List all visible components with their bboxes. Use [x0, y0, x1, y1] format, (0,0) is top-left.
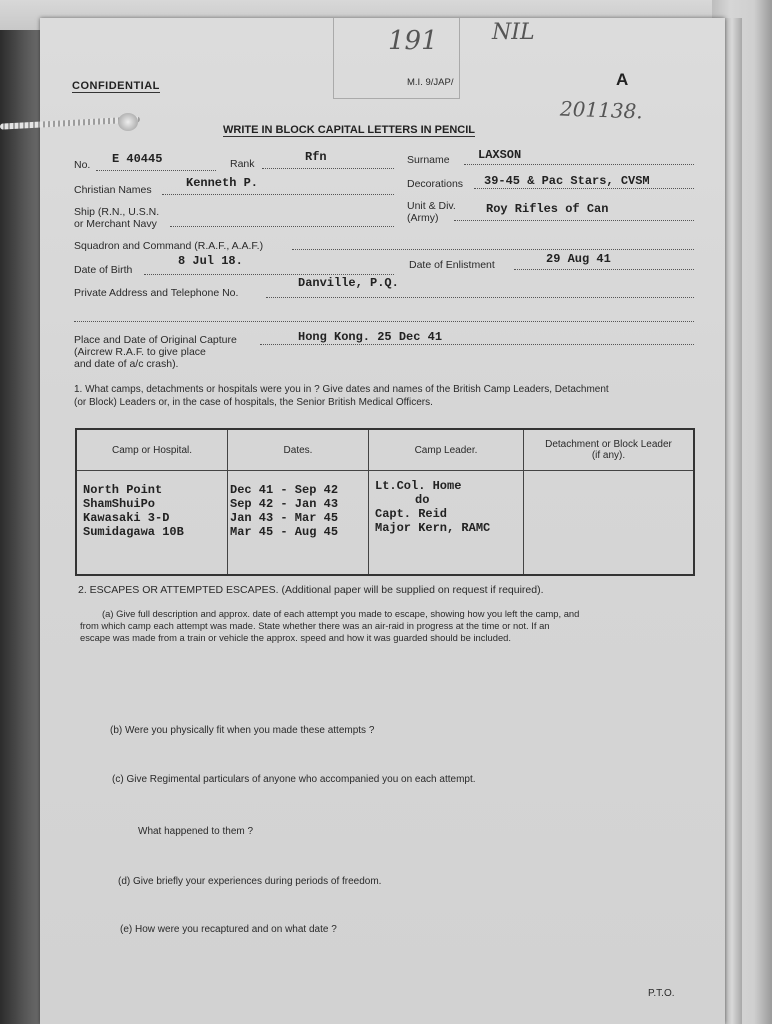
christian-line [162, 194, 394, 195]
camp-cell: Kawasaki 3-D [83, 511, 170, 525]
enlistment-line [514, 269, 694, 270]
question-2c: (c) Give Regimental particulars of anyone who accompanied you on each attempt. [112, 774, 476, 785]
christian-names-label: Christian Names [74, 184, 152, 196]
dob-line [144, 274, 394, 275]
leader-cell: do [415, 493, 430, 507]
table-body-row [76, 471, 694, 576]
dates-cell: Sep 42 - Jan 43 [230, 497, 339, 511]
rank-value: Rfn [305, 150, 327, 164]
form-page [40, 18, 725, 1024]
surname-label: Surname [407, 154, 450, 166]
unit-label-line1: Unit & Div. [407, 200, 456, 212]
question-1-line2: (or Block) Leaders or, in the case of hospitals, the Senior British Medical Officers. [74, 397, 433, 408]
capture-label [74, 334, 237, 370]
leader-column [369, 471, 524, 576]
grade-letter: A [616, 70, 629, 89]
camp-cell: Sumidagawa 10B [83, 525, 184, 539]
unit-value: Roy Rifles of Can [486, 202, 609, 216]
header-camp: Camp or Hospital. [76, 429, 228, 471]
question-2e: (e) How were you recaptured and on what date ? [120, 924, 337, 935]
date-of-birth-label: Date of Birth [74, 264, 133, 276]
rank-label: Rank [230, 158, 255, 170]
squadron-label: Squadron and Command (R.A.F., A.A.F.) [74, 240, 264, 252]
binding-knot [118, 113, 138, 131]
camps-table [75, 428, 695, 576]
address-line [266, 297, 694, 298]
question-2a-line1: (a) Give full description and approx. date of each attempt you made to escape, showing how you left the camp, and [102, 608, 580, 619]
no-line [96, 170, 216, 171]
detachment-column [524, 471, 695, 576]
capture-label-line3: and date of a/c crash). [74, 358, 179, 370]
header-dates: Dates. [228, 429, 369, 471]
question-2-title: 2. ESCAPES OR ATTEMPTED ESCAPES. (Additional paper will be supplied on request if required). [78, 584, 544, 596]
address-label: Private Address and Telephone No. [74, 287, 239, 299]
capture-value: Hong Kong. 25 Dec 41 [298, 330, 443, 344]
capture-line [260, 344, 694, 345]
table-header-row [76, 429, 694, 471]
ship-label-line2: or Merchant Navy [74, 218, 157, 230]
header-detachment: Detachment or Block Leader (if any). [524, 429, 695, 471]
ship-line [170, 226, 394, 227]
surname-line [464, 164, 694, 165]
date-of-birth-value: 8 Jul 18. [178, 254, 243, 268]
capture-label-line2: (Aircrew R.A.F. to give place [74, 346, 206, 358]
unit-label-line2: (Army) [407, 212, 439, 224]
unit-label [407, 200, 456, 224]
pto-label: P.T.O. [648, 988, 675, 999]
address-value: Danville, P.Q. [298, 276, 399, 290]
camp-column [76, 471, 228, 576]
squadron-line [292, 249, 694, 250]
serial-handwritten: 201138. [559, 96, 644, 124]
enlistment-label: Date of Enlistment [409, 259, 495, 271]
camp-cell: North Point [83, 483, 163, 497]
ship-label [74, 206, 159, 230]
decorations-line [474, 188, 694, 189]
question-2b: (b) Were you physically fit when you made these attempts ? [110, 725, 375, 736]
leader-cell: Major Kern, RAMC [375, 521, 491, 535]
dates-cell: Mar 45 - Aug 45 [230, 525, 339, 539]
reference-number: M.I. 9/JAP/ [407, 77, 454, 88]
christian-names-value: Kenneth P. [186, 176, 259, 190]
nil-handwritten: NIL [492, 20, 535, 45]
enlistment-value: 29 Aug 41 [546, 252, 611, 266]
confidential-heading: CONFIDENTIAL [72, 80, 160, 92]
dates-cell: Dec 41 - Sep 42 [230, 483, 339, 497]
leader-cell: Lt.Col. Home [375, 479, 462, 493]
header-camp-leader: Camp Leader. [369, 429, 524, 471]
no-value: E 40445 [112, 152, 163, 166]
decorations-value: 39-45 & Pac Stars, CVSM [484, 174, 650, 188]
question-2a-line2: from which camp each attempt was made. State whether there was an air-raid in progress at the time or not. If an [80, 620, 550, 631]
paper-stack-edge [722, 18, 742, 1024]
camp-cell: ShamShuiPo [83, 497, 156, 511]
decorations-label: Decorations [407, 178, 464, 190]
surname-value: LAXSON [478, 148, 522, 162]
dates-cell: Jan 43 - Mar 45 [230, 511, 339, 525]
question-1-line1: 1. What camps, detachments or hospitals were you in ? Give dates and names of the British Camp Leaders, Detachment [74, 384, 609, 395]
rank-line [262, 168, 394, 169]
address-line-2 [74, 321, 694, 322]
stamp-number-handwritten: 191 [388, 26, 438, 56]
leader-cell: Capt. Reid [375, 507, 448, 521]
ship-label-line1: Ship (R.N., U.S.N. [74, 206, 160, 218]
dates-column [228, 471, 369, 576]
capture-label-line1: Place and Date of Original Capture [74, 334, 237, 346]
unit-line [454, 220, 694, 221]
no-label: No. [74, 159, 91, 171]
instruction-heading: WRITE IN BLOCK CAPITAL LETTERS IN PENCIL [223, 124, 475, 136]
question-2a-line3: escape was made from a train or vehicle the approx. speed and how it was guarded should be included. [80, 632, 511, 643]
question-2c-followup: What happened to them ? [138, 826, 254, 837]
question-2d: (d) Give briefly your experiences during periods of freedom. [118, 876, 382, 887]
